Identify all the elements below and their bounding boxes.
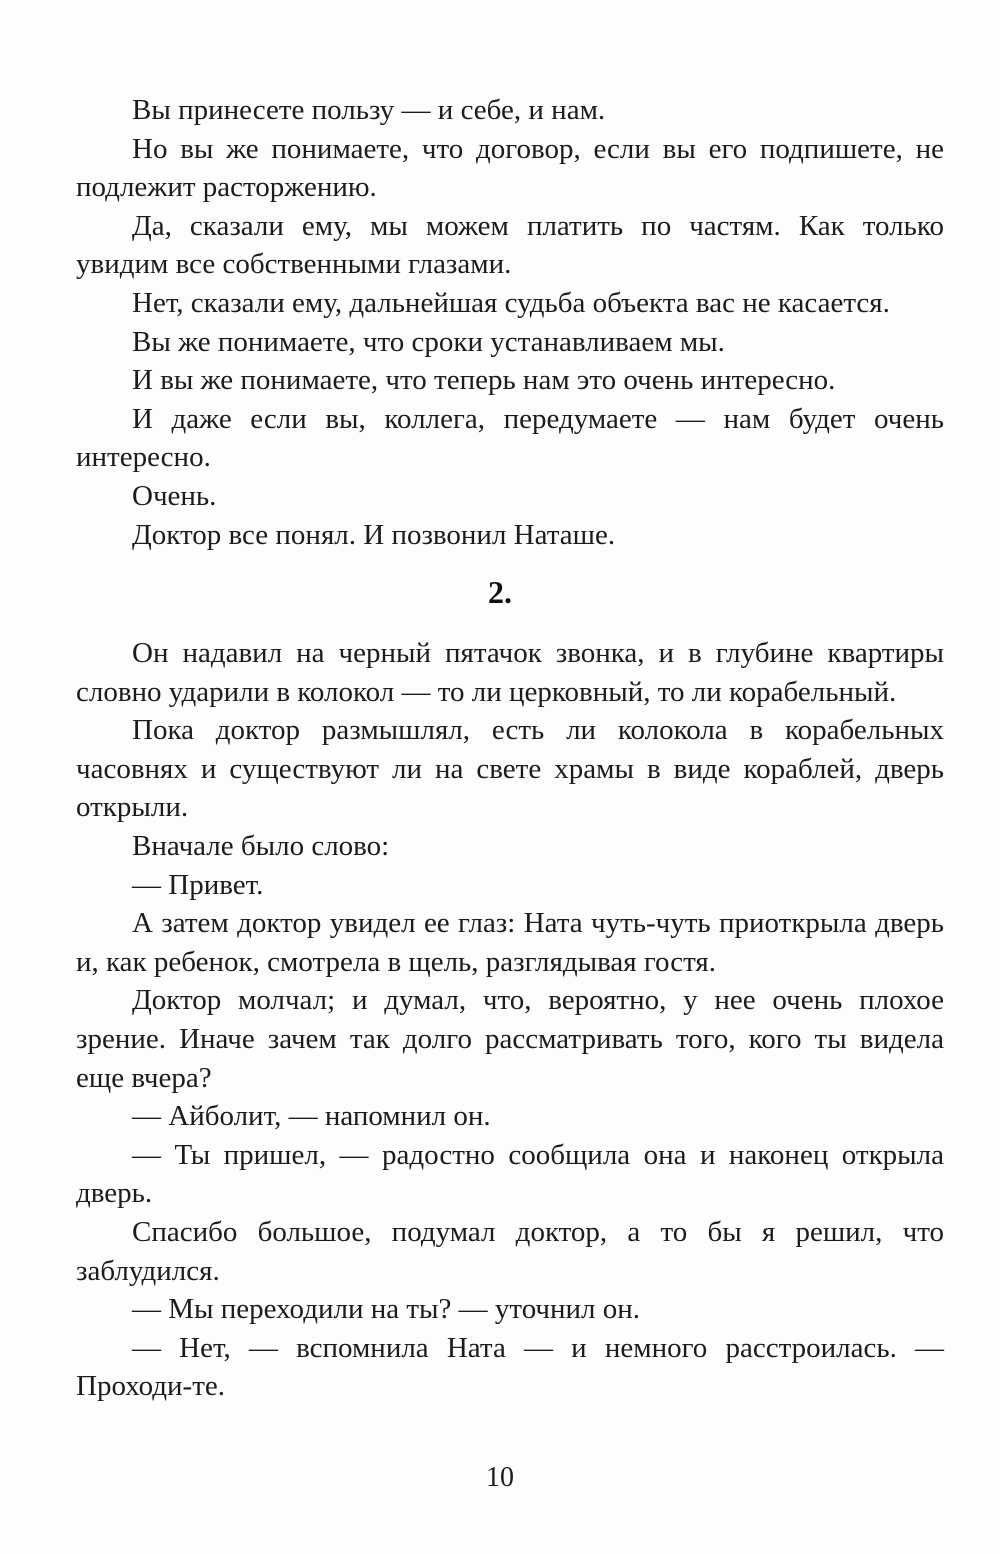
paragraph: Доктор молчал; и думал, что, вероятно, у нее очень плохое зрение. Иначе зачем так долго рассматривать того, кого ты видела еще вчера?: [76, 984, 944, 1094]
paragraph: — Айболит, — напомнил он.: [132, 1100, 491, 1133]
paragraph: — Привет.: [132, 868, 264, 901]
paragraph: Очень.: [132, 479, 217, 512]
paragraph: Да, сказали ему, мы можем платить по частям. Как только увидим все собственными глазами.: [76, 209, 944, 281]
paragraph: Вначале было слово:: [132, 829, 390, 862]
paragraph: А затем доктор увидел ее глаз: Ната чуть-чуть приоткрыла дверь и, как ребенок, смотрела в щель, разглядывая гостя.: [76, 907, 944, 978]
paragraph: И даже если вы, коллега, передумаете — нам будет очень интересно.: [76, 402, 944, 474]
previous-section-text: [76, 91, 944, 554]
paragraph: Пока доктор размышлял, есть ли колокола в корабельных часовнях и существуют ли на свете храмы в виде кораблей, дверь открыли.: [76, 714, 944, 824]
paragraph: — Нет, — вспомнила Ната — и немного расстроилась. — Проходи-те.: [76, 1331, 944, 1403]
chapter-heading: 2.: [488, 574, 512, 610]
paragraph: Вы же понимаете, что сроки устанавливаем мы.: [132, 325, 725, 358]
paragraph: Спасибо большое, подумал доктор, а то бы я решил, что заблудился.: [76, 1215, 944, 1287]
paragraph: Нет, сказали ему, дальнейшая судьба объекта вас не касается.: [132, 286, 890, 319]
paragraph: Доктор все понял. И позвонил Наташе.: [132, 518, 616, 551]
paragraph: Он надавил на черный пятачок звонка, и в глубине квартиры словно ударили в колокол — то ли церковный, то ли корабельный.: [76, 637, 944, 708]
paragraph: — Ты пришел, — радостно сообщила она и наконец открыла дверь.: [76, 1138, 944, 1210]
page-number: 10: [486, 1462, 514, 1493]
paragraph: И вы же понимаете, что теперь нам это очень интересно.: [132, 364, 836, 397]
chapter-text: [76, 634, 944, 1406]
paragraph: Вы принесете пользу — и себе, и нам.: [132, 94, 606, 126]
paragraph: — Мы переходили на ты? — уточнил он.: [132, 1293, 641, 1326]
paragraph: Но вы же понимаете, что договор, если вы его подпишете, не подлежит расторжению.: [76, 132, 944, 204]
